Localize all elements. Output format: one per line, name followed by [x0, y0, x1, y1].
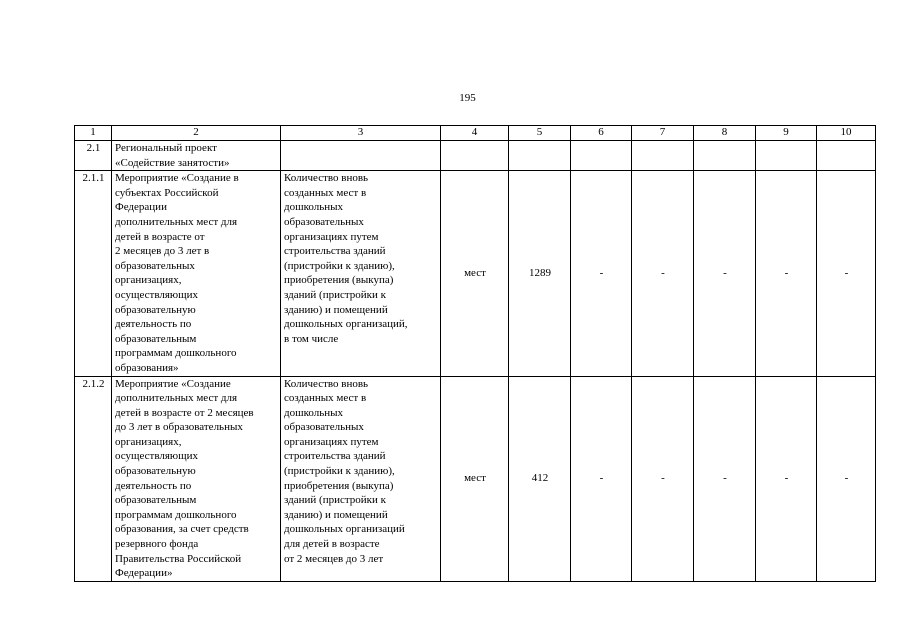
text-line: дополнительных мест для — [115, 215, 238, 228]
text-line: образовательную — [115, 465, 196, 478]
text-line: «Содействие занятости» — [115, 156, 230, 169]
text-line: образовательных — [284, 421, 364, 434]
row-cell — [694, 141, 756, 171]
column-number: 6 — [571, 126, 632, 141]
row-indicator — [281, 141, 441, 171]
column-number: 10 — [817, 126, 876, 141]
column-number: 9 — [756, 126, 817, 141]
text-line: созданных мест в — [284, 392, 367, 405]
text-line: осуществляющих — [115, 288, 198, 301]
row-name — [112, 376, 281, 581]
row-cell: - — [571, 171, 632, 376]
text-line: в том числе — [284, 332, 339, 345]
text-line: программам дошкольного — [115, 347, 237, 360]
text-line: зданию) и помещений — [284, 303, 388, 316]
column-number: 2 — [112, 126, 281, 141]
text-line: образовательных — [284, 215, 364, 228]
text-line: строительства зданий — [284, 450, 386, 463]
text-line: дошкольных — [284, 201, 343, 214]
text-line: 2 месяцев до 3 лет в — [115, 245, 210, 258]
row-cell: - — [694, 376, 756, 581]
text-line: до 3 лет в образовательных — [115, 421, 243, 434]
text-line: резервного фонда — [115, 538, 199, 551]
row-cell — [632, 141, 694, 171]
text-line: Федерации — [115, 201, 167, 214]
text-line: дошкольных организаций, — [284, 318, 408, 331]
row-unit — [441, 141, 509, 171]
row-unit: мест — [441, 376, 509, 581]
row-cell: - — [694, 171, 756, 376]
text-line: дополнительных мест для — [115, 392, 238, 405]
text-line: от 2 месяцев до 3 лет — [284, 552, 384, 565]
text-line: организациях, — [115, 274, 182, 287]
row-value — [509, 141, 571, 171]
text-line: детей в возрасте от 2 месяцев — [115, 406, 254, 419]
row-value: 1289 — [509, 171, 571, 376]
row-cell: - — [817, 376, 876, 581]
row-name — [112, 171, 281, 376]
row-indicator — [281, 171, 441, 376]
text-line: строительства зданий — [284, 245, 386, 258]
text-line: детей в возрасте от — [115, 230, 205, 243]
text-line: образовательную — [115, 303, 196, 316]
row-indicator — [281, 376, 441, 581]
text-line: деятельность по — [115, 318, 192, 331]
text-line: Количество вновь — [284, 377, 369, 390]
text-line: (пристройки к зданию), — [284, 465, 395, 478]
row-cell: - — [632, 376, 694, 581]
column-number: 8 — [694, 126, 756, 141]
document-table — [74, 125, 876, 582]
table-row — [75, 141, 876, 171]
text-line: зданий (пристройки к — [284, 494, 387, 507]
row-cell: - — [632, 171, 694, 376]
column-number: 5 — [509, 126, 571, 141]
text-line: зданию) и помещений — [284, 508, 388, 521]
text-line: Федерации» — [115, 567, 173, 580]
row-cell: - — [817, 171, 876, 376]
table-row — [75, 376, 876, 581]
column-number: 1 — [75, 126, 112, 141]
text-line: образовательным — [115, 332, 197, 345]
row-code: 2.1 — [75, 141, 112, 171]
text-line: программам дошкольного — [115, 508, 237, 521]
text-line: зданий (пристройки к — [284, 288, 387, 301]
text-line: образования» — [115, 361, 179, 374]
text-line: организациях, — [115, 435, 182, 448]
row-cell — [817, 141, 876, 171]
text-line: Мероприятие «Создание в — [115, 172, 239, 185]
text-line: организациях путем — [284, 435, 379, 448]
text-line: Правительства Российской — [115, 552, 242, 565]
row-code: 2.1.2 — [75, 376, 112, 581]
text-line: дошкольных организаций — [284, 523, 405, 536]
text-line: деятельность по — [115, 479, 192, 492]
row-cell — [571, 141, 632, 171]
text-line: Региональный проект — [115, 142, 217, 154]
column-number: 7 — [632, 126, 694, 141]
text-line: субъектах Российской — [115, 186, 219, 199]
text-line: приобретения (выкупа) — [284, 479, 394, 492]
row-cell: - — [571, 376, 632, 581]
text-line: образования, за счет средств — [115, 523, 249, 536]
text-line: Количество вновь — [284, 172, 369, 185]
column-number-row — [75, 126, 876, 141]
row-value: 412 — [509, 376, 571, 581]
text-line: для детей в возрасте — [284, 538, 380, 551]
table-row — [75, 171, 876, 376]
text-line: организациях путем — [284, 230, 379, 243]
row-name — [112, 141, 281, 171]
row-cell: - — [756, 171, 817, 376]
text-line: осуществляющих — [115, 450, 198, 463]
page-number: 195 — [459, 92, 476, 104]
text-line: приобретения (выкупа) — [284, 274, 394, 287]
text-line: образовательным — [115, 494, 197, 507]
text-line: (пристройки к зданию), — [284, 259, 395, 272]
row-unit: мест — [441, 171, 509, 376]
column-number: 4 — [441, 126, 509, 141]
text-line: созданных мест в — [284, 186, 367, 199]
text-line: образовательных — [115, 259, 195, 272]
text-line: Мероприятие «Создание — [115, 377, 231, 390]
column-number: 3 — [281, 126, 441, 141]
row-code: 2.1.1 — [75, 171, 112, 376]
row-cell — [756, 141, 817, 171]
row-cell: - — [756, 376, 817, 581]
text-line: дошкольных — [284, 406, 343, 419]
